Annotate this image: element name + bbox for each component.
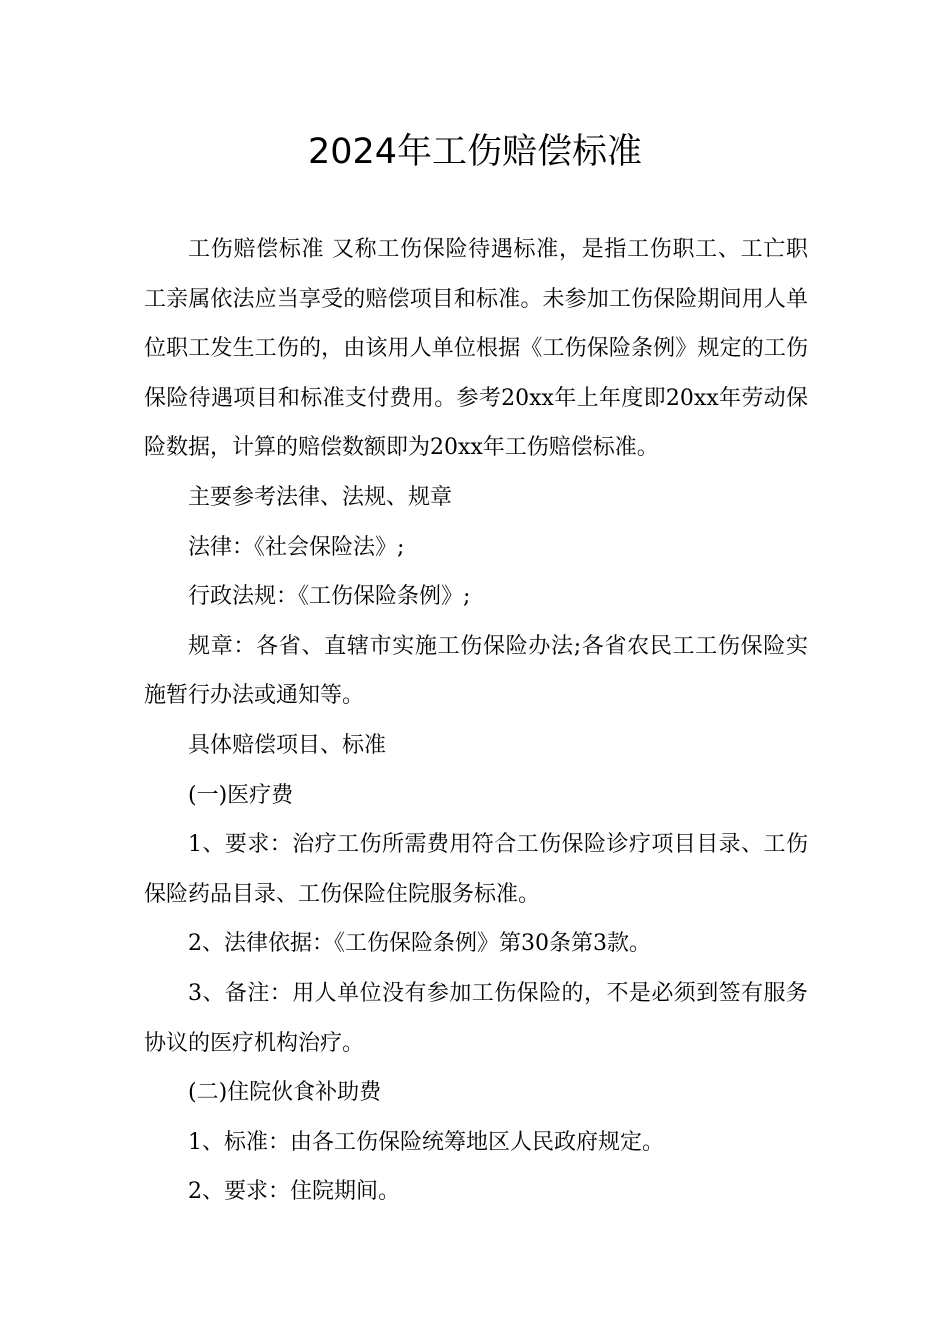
document-body [144,225,808,1217]
paragraph-items-heading: 具体赔偿项目、标准 [188,732,387,758]
paragraph-meal-standard: 1、标准：由各工伤保险统筹地区人民政府规定。 [188,1129,664,1155]
paragraph-meal-heading: (二)住院伙食补助费 [188,1080,382,1106]
paragraph-rules: 规章：各省、直辖市实施工伤保险办法;各省农民工工伤保险实施暂行办法或通知等。 [144,633,808,709]
paragraph-meal-requirement: 2、要求：住院期间。 [188,1179,400,1205]
paragraph-medical-heading: (一)医疗费 [188,782,294,808]
paragraph-medical-requirement: 1、要求：治疗工伤所需费用符合工伤保险诊疗项目目录、工伤保险药品目录、工伤保险住院服务标准。 [144,832,808,907]
paragraph-intro: 工伤赔偿标准 又称工伤保险待遇标准，是指工伤职工、工亡职工亲属依法应当享受的赔偿项目和标准。未参加工伤保险期间用人单位职工发生工伤的，由该用人单位根据《工伤保险条例》规定的工伤保险待遇项目和标准支付费用。参考20xx年上年度即20xx年劳动保险数据，计算的赔偿数额即为20xx年工伤赔偿标准。 [144,237,808,461]
paragraph-medical-legal-basis: 2、法律依据：《工伤保险条例》第30条第3款。 [188,931,651,957]
paragraph-regulation: 行政法规：《工伤保险条例》; [188,584,471,610]
paragraph-references-heading: 主要参考法律、法规、规章 [188,484,453,510]
paragraph-law: 法律：《社会保险法》; [188,534,405,560]
document-title: 2024年工伤赔偿标准 [307,132,643,172]
paragraph-medical-note: 3、备注：用人单位没有参加工伤保险的，不是必须到签有服务协议的医疗机构治疗。 [144,980,808,1056]
